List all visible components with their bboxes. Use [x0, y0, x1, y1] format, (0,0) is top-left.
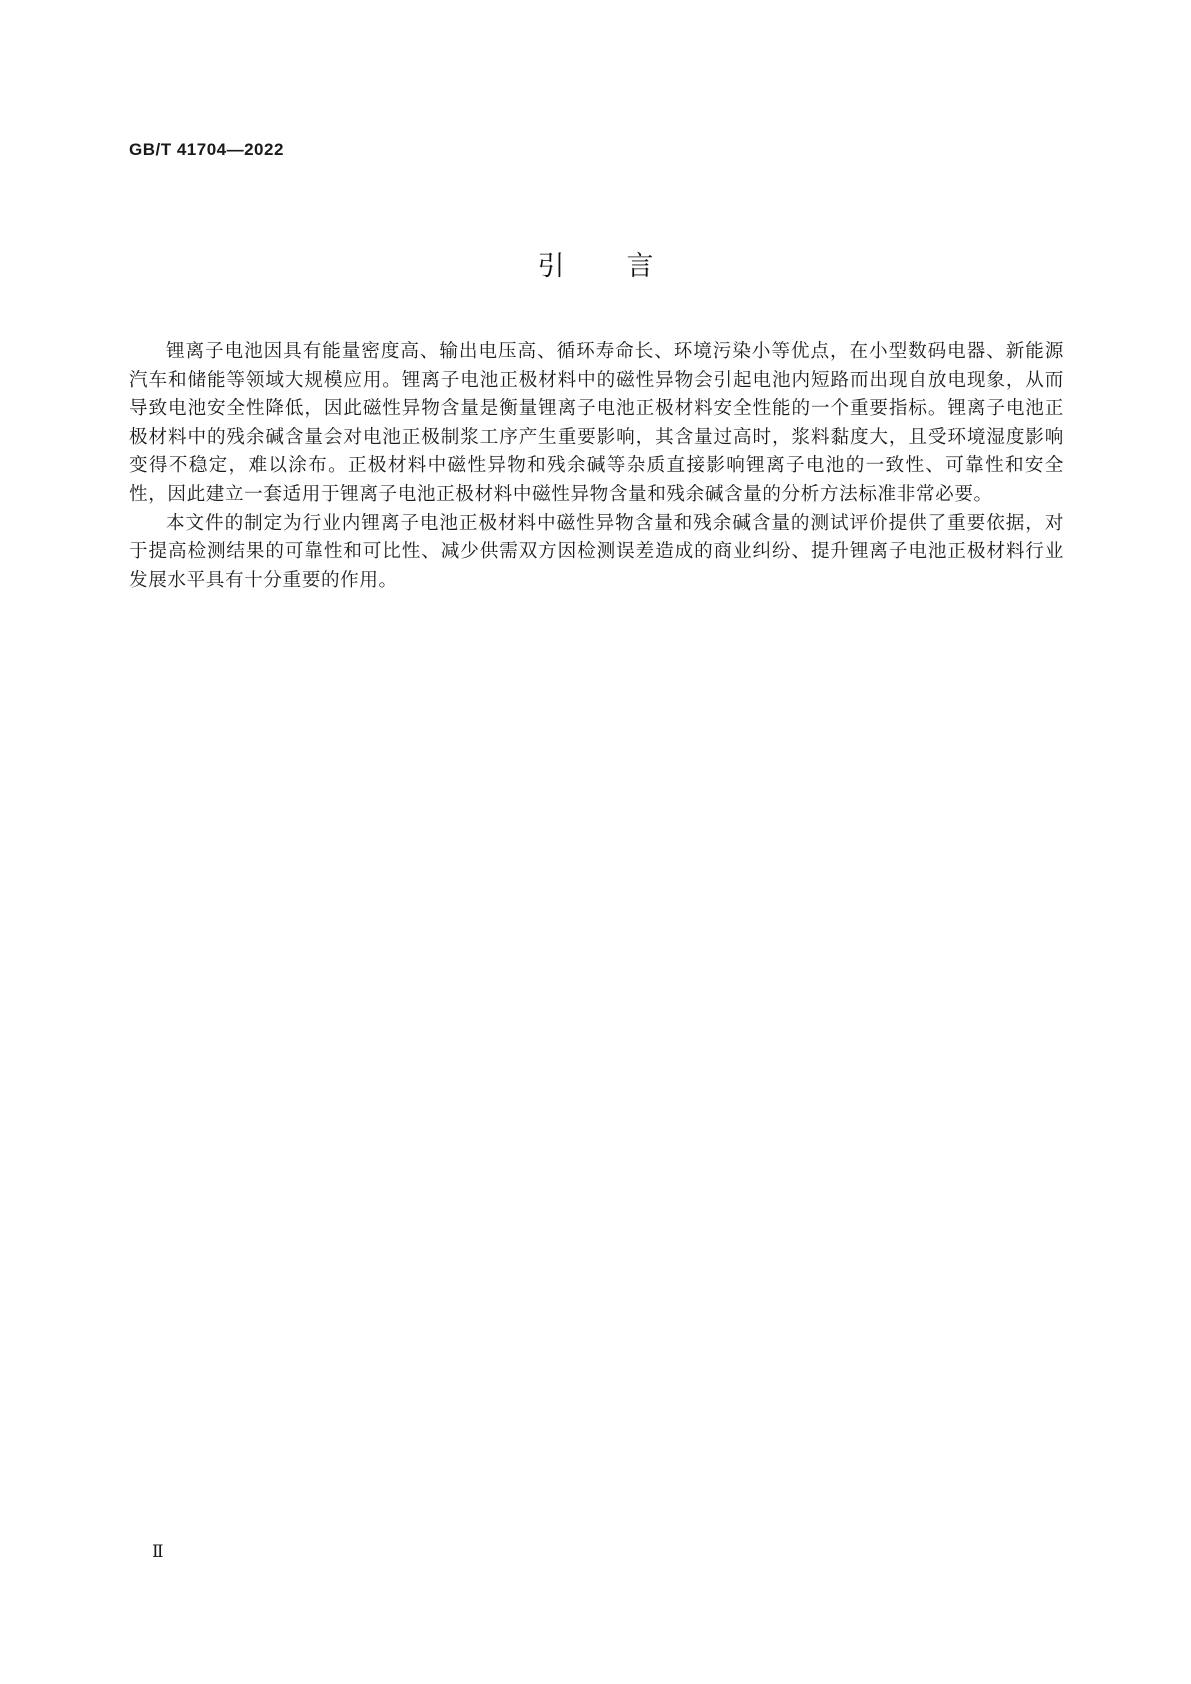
standard-code: GB/T 41704—2022 [129, 140, 284, 159]
body-text [129, 338, 1064, 595]
paragraph-2: 本文件的制定为行业内锂离子电池正极材料中磁性异物含量和残余碱含量的测试评价提供了重要依据，对于提高检测结果的可靠性和可比性、减少供需双方因检测误差造成的商业纠纷、提升锂离子电池正极材料行业发展水平具有十分重要的作用。 [129, 512, 1064, 591]
page-number: Ⅱ [152, 1542, 164, 1561]
paragraph-1: 锂离子电池因具有能量密度高、输出电压高、循环寿命长、环境污染小等优点，在小型数码电器、新能源汽车和储能等领域大规模应用。锂离子电池正极材料中的磁性异物会引起电池内短路而出现自放电现象，从而导致电池安全性降低，因此磁性异物含量是衡量锂离子电池正极材料安全性能的一个重要指标。锂离子电池正极材料中的残余碱含量会对电池正极制浆工序产生重要影响，其含量过高时，浆料黏度大，且受环境湿度影响变得不稳定，难以涂布。正极材料中磁性异物和残余碱等杂质直接影响锂离子电池的一致性、可靠性和安全性，因此建立一套适用于锂离子电池正极材料中磁性异物含量和残余碱含量的分析方法标准非常必要。 [129, 341, 1064, 505]
page-title: 引言 [537, 251, 716, 282]
